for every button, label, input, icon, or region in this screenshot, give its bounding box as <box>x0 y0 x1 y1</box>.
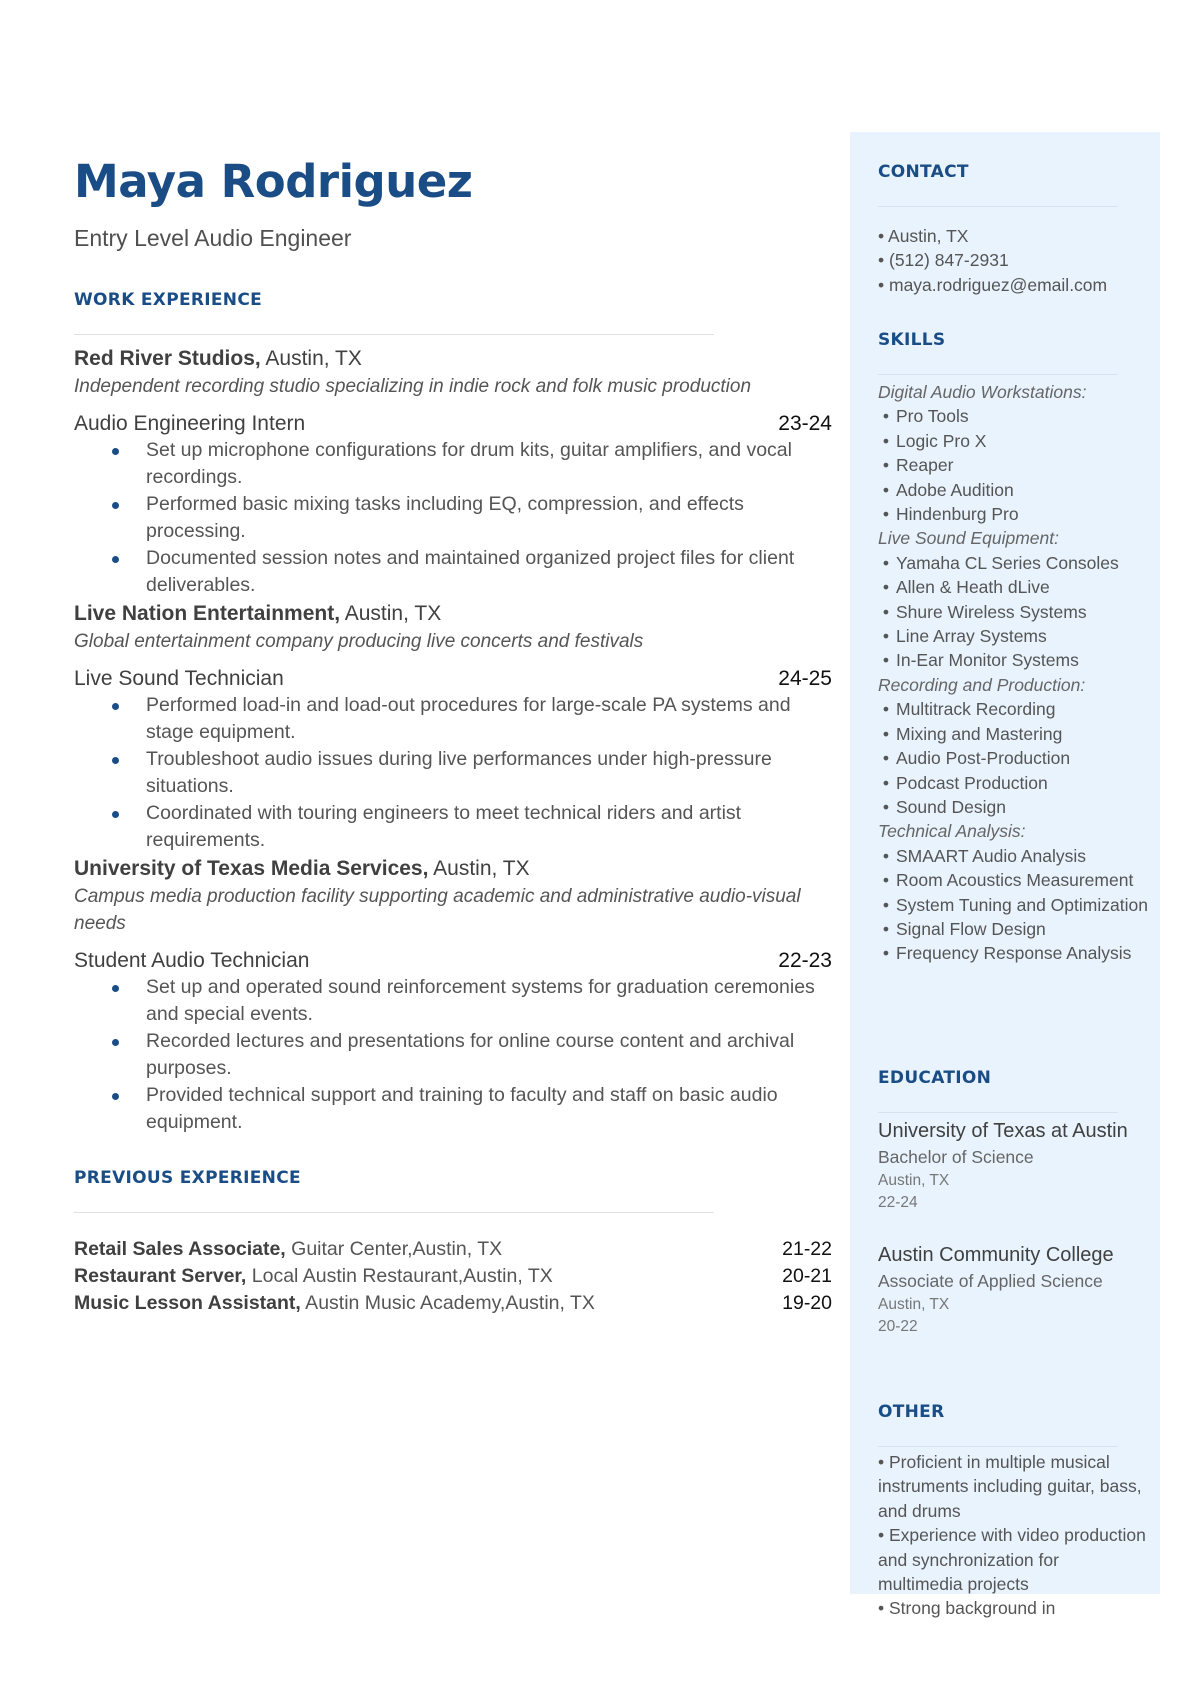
bullet-text: Troubleshoot audio issues during live performances under high-pressure situations. <box>146 748 772 797</box>
company-name: Live Nation Entertainment, <box>74 602 341 625</box>
bullet-item <box>74 692 832 746</box>
job-entry <box>74 344 832 599</box>
contact-list <box>878 224 1148 297</box>
bullet-dot-icon <box>112 757 119 764</box>
other-item: • Strong background in <box>878 1598 1056 1619</box>
company-description: Campus media production facility supporting academic and administrative audio-visual needs <box>74 886 801 934</box>
previous-dates: 19-20 <box>782 1292 832 1314</box>
skill-item: • Logic Pro X <box>878 430 987 451</box>
previous-dates: 20-21 <box>782 1265 832 1287</box>
bullet-text: Performed basic mixing tasks including EQ, compression, and effects processing. <box>146 493 744 542</box>
divider <box>878 374 1118 375</box>
bullet-text: Set up microphone configurations for drum kits, guitar amplifiers, and vocal recordings. <box>146 439 792 488</box>
previous-detail: Austin Music Academy,Austin, TX <box>300 1292 595 1314</box>
divider <box>74 1212 714 1213</box>
bullet-text: Provided technical support and training to faculty and staff on basic audio equipment. <box>146 1084 778 1133</box>
school-location: Austin, TX <box>878 1296 950 1313</box>
previous-experience-heading: PREVIOUS EXPERIENCE <box>74 1168 301 1188</box>
candidate-name: Maya Rodriguez <box>74 155 473 208</box>
company-line <box>74 599 832 628</box>
skill-item: • Line Array Systems <box>878 626 1047 647</box>
bullet-text: Coordinated with touring engineers to meet technical riders and artist requirements. <box>146 802 742 851</box>
contact-email: • maya.rodriguez@email.com <box>878 274 1108 295</box>
bullet-dot-icon <box>112 556 119 563</box>
skills-list <box>878 380 1148 966</box>
bullet-text: Documented session notes and maintained organized project files for client deliverables. <box>146 547 795 596</box>
bullet-dot-icon <box>112 448 119 455</box>
skill-item: • Pro Tools <box>878 406 969 427</box>
work-experience-list <box>74 344 832 1136</box>
bullet-dot-icon <box>112 1093 119 1100</box>
skill-item: • Audio Post-Production <box>878 748 1071 769</box>
bullet-item <box>74 800 832 854</box>
bullet-text: Set up and operated sound reinforcement systems for graduation ceremonies and special events. <box>146 976 815 1025</box>
bullet-text: Recorded lectures and presentations for online course content and archival purposes. <box>146 1030 795 1079</box>
education-heading: EDUCATION <box>878 1068 992 1088</box>
education-entry <box>878 1118 1148 1214</box>
role-title: Student Audio Technician <box>74 949 310 972</box>
previous-item <box>74 1236 832 1263</box>
skill-item: • Allen & Heath dLive <box>878 577 1050 598</box>
bullet-text: Performed load-in and load-out procedures for large-scale PA systems and stage equipment. <box>146 694 791 743</box>
company-description: Independent recording studio specializing in indie rock and folk music production <box>74 376 752 397</box>
skill-category: Recording and Production: <box>878 674 1086 695</box>
skill-item: • Yamaha CL Series Consoles <box>878 552 1119 573</box>
previous-detail: Guitar Center,Austin, TX <box>285 1238 503 1260</box>
previous-role: Retail Sales Associate, <box>74 1238 286 1260</box>
education-list <box>878 1118 1148 1338</box>
sidebar <box>850 132 1160 1594</box>
company-location: Austin, TX <box>428 857 530 880</box>
bullet-list <box>74 974 832 1136</box>
contact-location: • Austin, TX <box>878 226 969 246</box>
company-location: Austin, TX <box>260 347 362 370</box>
previous-role: Restaurant Server, <box>74 1265 247 1287</box>
skill-item: • Sound Design <box>878 796 1006 817</box>
other-item: • Proficient in multiple musical instruments including guitar, bass, and drums <box>878 1452 1142 1521</box>
contact-phone: • (512) 847-2931 <box>878 250 1009 271</box>
other-list <box>878 1450 1148 1621</box>
role-title: Live Sound Technician <box>74 667 284 690</box>
job-entry <box>74 599 832 854</box>
skill-item: • Reaper <box>878 455 954 476</box>
school-dates: 22-24 <box>878 1194 918 1211</box>
divider <box>74 334 714 335</box>
other-heading: OTHER <box>878 1402 945 1422</box>
bullet-dot-icon <box>112 1039 119 1046</box>
bullet-item <box>74 1082 832 1136</box>
job-title: Entry Level Audio Engineer <box>74 225 352 251</box>
bullet-dot-icon <box>112 703 119 710</box>
bullet-list <box>74 437 832 599</box>
skill-item: • In-Ear Monitor Systems <box>878 650 1079 671</box>
skill-item: • Podcast Production <box>878 772 1048 793</box>
role-dates: 24-25 <box>778 667 832 690</box>
company-line <box>74 344 832 373</box>
contact-heading: CONTACT <box>878 162 969 182</box>
skill-item: • Signal Flow Design <box>878 918 1046 939</box>
bullet-item <box>74 1028 832 1082</box>
skill-category: Live Sound Equipment: <box>878 528 1059 549</box>
skill-item: • Shure Wireless Systems <box>878 601 1087 622</box>
skill-item: • Adobe Audition <box>878 479 1014 500</box>
divider <box>878 1446 1118 1447</box>
skill-item: • System Tuning and Optimization <box>878 894 1148 915</box>
skill-category: Digital Audio Workstations: <box>878 382 1087 402</box>
bullet-dot-icon <box>112 985 119 992</box>
skill-item: • Mixing and Mastering <box>878 723 1063 744</box>
skill-item: • Frequency Response Analysis <box>878 943 1132 964</box>
company-line <box>74 854 832 883</box>
degree: Bachelor of Science <box>878 1147 1034 1167</box>
school-name: University of Texas at Austin <box>878 1120 1128 1142</box>
bullet-dot-icon <box>112 811 119 818</box>
skill-category: Technical Analysis: <box>878 821 1026 842</box>
role-row <box>74 410 832 437</box>
bullet-dot-icon <box>112 502 119 509</box>
work-experience-heading: WORK EXPERIENCE <box>74 290 263 310</box>
bullet-item <box>74 545 832 599</box>
role-dates: 23-24 <box>778 412 832 435</box>
bullet-list <box>74 692 832 854</box>
bullet-item <box>74 746 832 800</box>
degree: Associate of Applied Science <box>878 1271 1103 1291</box>
previous-dates: 21-22 <box>782 1238 832 1260</box>
company-location: Austin, TX <box>340 602 442 625</box>
skill-item: • Room Acoustics Measurement <box>878 870 1134 891</box>
role-row <box>74 665 832 692</box>
company-name: University of Texas Media Services, <box>74 857 429 880</box>
previous-detail: Local Austin Restaurant,Austin, TX <box>246 1265 553 1287</box>
role-row <box>74 947 832 974</box>
role-title: Audio Engineering Intern <box>74 412 306 435</box>
divider <box>878 1112 1118 1113</box>
skills-heading: SKILLS <box>878 330 946 350</box>
other-item: • Experience with video production and synchronization for multimedia projects <box>878 1525 1146 1595</box>
role-dates: 22-23 <box>778 949 832 972</box>
skill-item: • Hindenburg Pro <box>878 504 1019 525</box>
skill-item: • SMAART Audio Analysis <box>878 845 1087 866</box>
company-name: Red River Studios, <box>74 347 261 370</box>
previous-item <box>74 1263 832 1290</box>
bullet-item <box>74 974 832 1028</box>
skill-item: • Multitrack Recording <box>878 699 1056 720</box>
school-dates: 20-22 <box>878 1318 918 1335</box>
school-location: Austin, TX <box>878 1172 950 1189</box>
education-entry <box>878 1242 1148 1338</box>
divider <box>878 206 1118 207</box>
job-entry <box>74 854 832 1136</box>
company-description: Global entertainment company producing live concerts and festivals <box>74 631 644 652</box>
bullet-item <box>74 491 832 545</box>
previous-item <box>74 1290 832 1317</box>
previous-experience-list <box>74 1236 832 1317</box>
bullet-item <box>74 437 832 491</box>
school-name: Austin Community College <box>878 1244 1114 1266</box>
previous-role: Music Lesson Assistant, <box>74 1292 301 1314</box>
